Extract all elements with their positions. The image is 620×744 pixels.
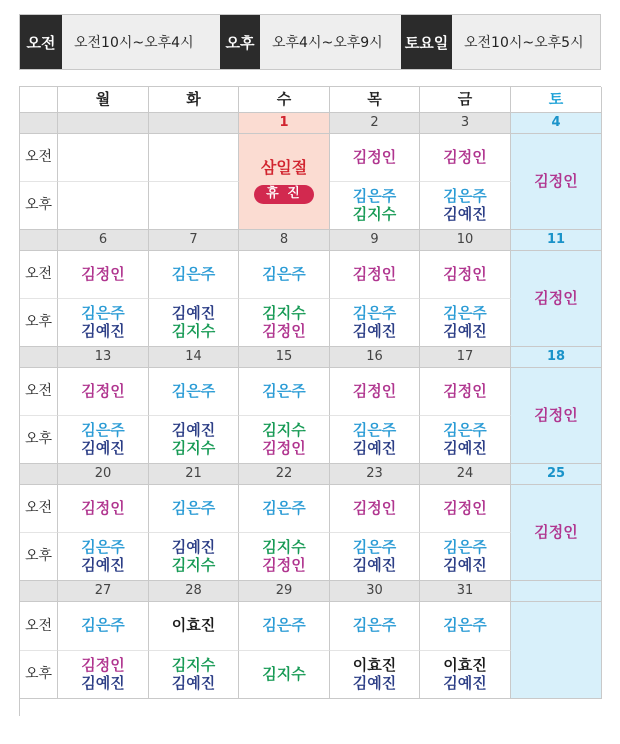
- date-number: 24: [420, 464, 511, 485]
- schedule-cell-am: [420, 134, 511, 182]
- date-number: 29: [239, 581, 330, 602]
- date-number: 25: [511, 464, 602, 485]
- staff-name: 이효진: [443, 656, 487, 675]
- staff-name: 김정인: [352, 147, 397, 166]
- staff-name: 김정인: [81, 264, 125, 283]
- staff-name: 김정인: [443, 147, 487, 166]
- staff-name: 김정인: [534, 171, 578, 190]
- holiday-cell: [239, 134, 330, 230]
- staff-name: 김은주: [262, 498, 306, 517]
- staff-name: 김예진: [352, 438, 397, 457]
- staff-name: 김정인: [81, 656, 125, 675]
- date-number: 21: [149, 464, 239, 485]
- date-number: 15: [239, 347, 330, 368]
- schedule-cell-am: [149, 134, 239, 182]
- staff-name: 김예진: [171, 421, 216, 440]
- staff-name: 김은주: [81, 538, 125, 557]
- row-label-am: 오전: [20, 251, 58, 299]
- schedule-cell-am: [239, 485, 330, 533]
- row-label-am: 오전: [20, 368, 58, 416]
- hours-label-saturday: 토요일: [401, 15, 452, 69]
- schedule-cell-am: [330, 134, 420, 182]
- row-label-pm: 오후: [20, 299, 58, 347]
- staff-name: 김정인: [443, 498, 487, 517]
- schedule-cell-pm: [330, 299, 420, 347]
- schedule-cell-pm: [58, 182, 149, 230]
- schedule-cell-am: [149, 251, 239, 299]
- staff-name: 김은주: [171, 264, 216, 283]
- schedule-cell-pm: [330, 651, 420, 699]
- date-row-corner: [20, 230, 58, 251]
- schedule-cell-pm: [149, 299, 239, 347]
- date-number: 8: [239, 230, 330, 251]
- staff-name: 김정인: [81, 498, 125, 517]
- staff-name: 김지수: [262, 538, 306, 557]
- date-number: 18: [511, 347, 602, 368]
- schedule-cell-am: [420, 485, 511, 533]
- schedule-cell-pm: [149, 416, 239, 464]
- staff-name: 김정인: [352, 498, 397, 517]
- date-number: 4: [511, 113, 602, 134]
- hours-value-am: 오전10시~오후4시: [74, 35, 194, 51]
- row-label-pm: 오후: [20, 651, 58, 699]
- schedule-cell-am: [149, 368, 239, 416]
- saturday-cell: [511, 134, 602, 230]
- schedule-cell-pm: [58, 416, 149, 464]
- row-label-am: 오전: [20, 134, 58, 182]
- date-number: 3: [420, 113, 511, 134]
- schedule-cell-pm: [58, 651, 149, 699]
- schedule-cell-pm: [420, 182, 511, 230]
- staff-name: 김예진: [352, 673, 397, 692]
- schedule-cell-am: [420, 368, 511, 416]
- staff-name: 김예진: [352, 321, 397, 340]
- schedule-cell-pm: [420, 299, 511, 347]
- staff-name: 김은주: [262, 264, 306, 283]
- staff-name: 김지수: [171, 438, 216, 457]
- row-label-pm: 오후: [20, 416, 58, 464]
- staff-name: 김지수: [262, 421, 306, 440]
- staff-name: 김은주: [443, 304, 487, 323]
- date-number: 16: [330, 347, 420, 368]
- staff-name: 김예진: [171, 304, 216, 323]
- schedule-cell-am: [149, 602, 239, 651]
- date-number: 1: [239, 113, 330, 134]
- schedule-cell-pm: [330, 182, 420, 230]
- schedule-cell-am: [58, 251, 149, 299]
- schedule-cell-am: [330, 251, 420, 299]
- schedule-calendar: [19, 86, 601, 716]
- schedule-cell-pm: [149, 182, 239, 230]
- weekday-header: 월: [58, 87, 149, 113]
- hours-label-am: 오전: [20, 15, 62, 69]
- schedule-cell-am: [149, 485, 239, 533]
- staff-name: 김은주: [443, 616, 487, 635]
- staff-name: 김은주: [171, 498, 216, 517]
- staff-name: 김정인: [262, 555, 306, 574]
- date-number: 11: [511, 230, 602, 251]
- staff-name: 김정인: [534, 522, 578, 541]
- staff-name: 김정인: [534, 405, 578, 424]
- staff-name: 김예진: [171, 673, 216, 692]
- date-number: 13: [58, 347, 149, 368]
- staff-name: 김지수: [171, 656, 216, 675]
- staff-name: 김예진: [443, 204, 487, 223]
- schedule-cell-pm: [420, 533, 511, 581]
- staff-name: 김정인: [352, 264, 397, 283]
- staff-name: 김지수: [352, 204, 397, 223]
- date-row-corner: [20, 581, 58, 602]
- date-row-corner: [20, 347, 58, 368]
- schedule-cell-pm: [239, 299, 330, 347]
- date-number: 22: [239, 464, 330, 485]
- date-number: [58, 113, 149, 134]
- date-number: 23: [330, 464, 420, 485]
- staff-name: 김은주: [352, 304, 397, 323]
- date-number: 6: [58, 230, 149, 251]
- schedule-cell-am: [58, 602, 149, 651]
- date-number: [511, 581, 602, 602]
- header-corner: [20, 87, 58, 113]
- date-number: 2: [330, 113, 420, 134]
- staff-name: 김정인: [81, 381, 125, 400]
- staff-name: 김예진: [443, 555, 487, 574]
- hours-value-pm: 오후4시~오후9시: [272, 35, 383, 51]
- staff-name: 김예진: [443, 438, 487, 457]
- row-label-am: 오전: [20, 602, 58, 651]
- date-number: 17: [420, 347, 511, 368]
- date-number: 14: [149, 347, 239, 368]
- staff-name: 김지수: [262, 304, 306, 323]
- schedule-cell-am: [330, 485, 420, 533]
- weekday-header: 수: [239, 87, 330, 113]
- staff-name: 김정인: [352, 381, 397, 400]
- hours-label-pm: 오후: [220, 15, 260, 69]
- closed-badge: 휴 진: [254, 185, 314, 204]
- staff-name: 김예진: [81, 321, 125, 340]
- date-row-corner: [20, 113, 58, 134]
- staff-name: 김예진: [171, 538, 216, 557]
- staff-name: 김은주: [352, 616, 397, 635]
- schedule-cell-am: [420, 602, 511, 651]
- saturday-cell: [511, 368, 602, 464]
- staff-name: 김지수: [171, 555, 216, 574]
- date-number: [149, 113, 239, 134]
- staff-name: 김은주: [81, 421, 125, 440]
- saturday-cell: [511, 485, 602, 581]
- staff-name: 김예진: [81, 555, 125, 574]
- staff-name: 김정인: [262, 438, 306, 457]
- schedule-cell-pm: [239, 651, 330, 699]
- staff-name: 이효진: [171, 616, 216, 635]
- staff-name: 김은주: [171, 381, 216, 400]
- staff-name: 김은주: [352, 187, 397, 206]
- staff-name: 김지수: [171, 321, 216, 340]
- clinic-hours-bar: [19, 14, 601, 70]
- staff-name: 김정인: [443, 264, 487, 283]
- staff-name: 김예진: [81, 673, 125, 692]
- staff-name: 김예진: [81, 438, 125, 457]
- schedule-cell-pm: [149, 533, 239, 581]
- schedule-cell-am: [330, 368, 420, 416]
- schedule-cell-am: [420, 251, 511, 299]
- schedule-cell-am: [239, 602, 330, 651]
- date-number: 27: [58, 581, 149, 602]
- hours-value-saturday: 오전10시~오후5시: [464, 35, 584, 51]
- staff-name: 이효진: [352, 656, 397, 675]
- row-label-pm: 오후: [20, 533, 58, 581]
- staff-name: 김예진: [443, 321, 487, 340]
- schedule-cell-am: [58, 134, 149, 182]
- date-number: 30: [330, 581, 420, 602]
- staff-name: 김은주: [352, 421, 397, 440]
- schedule-cell-am: [239, 368, 330, 416]
- weekday-header: 금: [420, 87, 511, 113]
- schedule-cell-pm: [420, 416, 511, 464]
- staff-name: 김은주: [262, 381, 306, 400]
- date-number: 9: [330, 230, 420, 251]
- schedule-cell-am: [239, 251, 330, 299]
- date-number: 7: [149, 230, 239, 251]
- weekday-header: 화: [149, 87, 239, 113]
- holiday-name: 삼일절: [260, 157, 308, 177]
- date-number: 28: [149, 581, 239, 602]
- staff-name: 김은주: [352, 538, 397, 557]
- schedule-cell-pm: [420, 651, 511, 699]
- schedule-cell-pm: [239, 533, 330, 581]
- staff-name: 김은주: [81, 616, 125, 635]
- staff-name: 김은주: [81, 304, 125, 323]
- schedule-cell-am: [58, 368, 149, 416]
- schedule-cell-am: [330, 602, 420, 651]
- date-number: 31: [420, 581, 511, 602]
- staff-name: 김지수: [262, 664, 306, 683]
- schedule-cell-pm: [330, 533, 420, 581]
- schedule-cell-pm: [58, 533, 149, 581]
- staff-name: 김은주: [443, 187, 487, 206]
- row-label-pm: 오후: [20, 182, 58, 230]
- schedule-cell-pm: [149, 651, 239, 699]
- weekday-header: 토: [511, 87, 602, 113]
- schedule-cell-pm: [239, 416, 330, 464]
- staff-name: 김정인: [443, 381, 487, 400]
- date-row-corner: [20, 464, 58, 485]
- staff-name: 김예진: [352, 555, 397, 574]
- saturday-cell: [511, 251, 602, 347]
- staff-name: 김은주: [443, 421, 487, 440]
- staff-name: 김정인: [262, 321, 306, 340]
- date-number: 10: [420, 230, 511, 251]
- weekday-header: 목: [330, 87, 420, 113]
- schedule-cell-am: [58, 485, 149, 533]
- date-number: 20: [58, 464, 149, 485]
- schedule-cell-pm: [58, 299, 149, 347]
- staff-name: 김은주: [262, 616, 306, 635]
- schedule-cell-pm: [330, 416, 420, 464]
- staff-name: 김정인: [534, 288, 578, 307]
- staff-name: 김은주: [443, 538, 487, 557]
- staff-name: 김예진: [443, 673, 487, 692]
- saturday-cell: [511, 602, 602, 699]
- row-label-am: 오전: [20, 485, 58, 533]
